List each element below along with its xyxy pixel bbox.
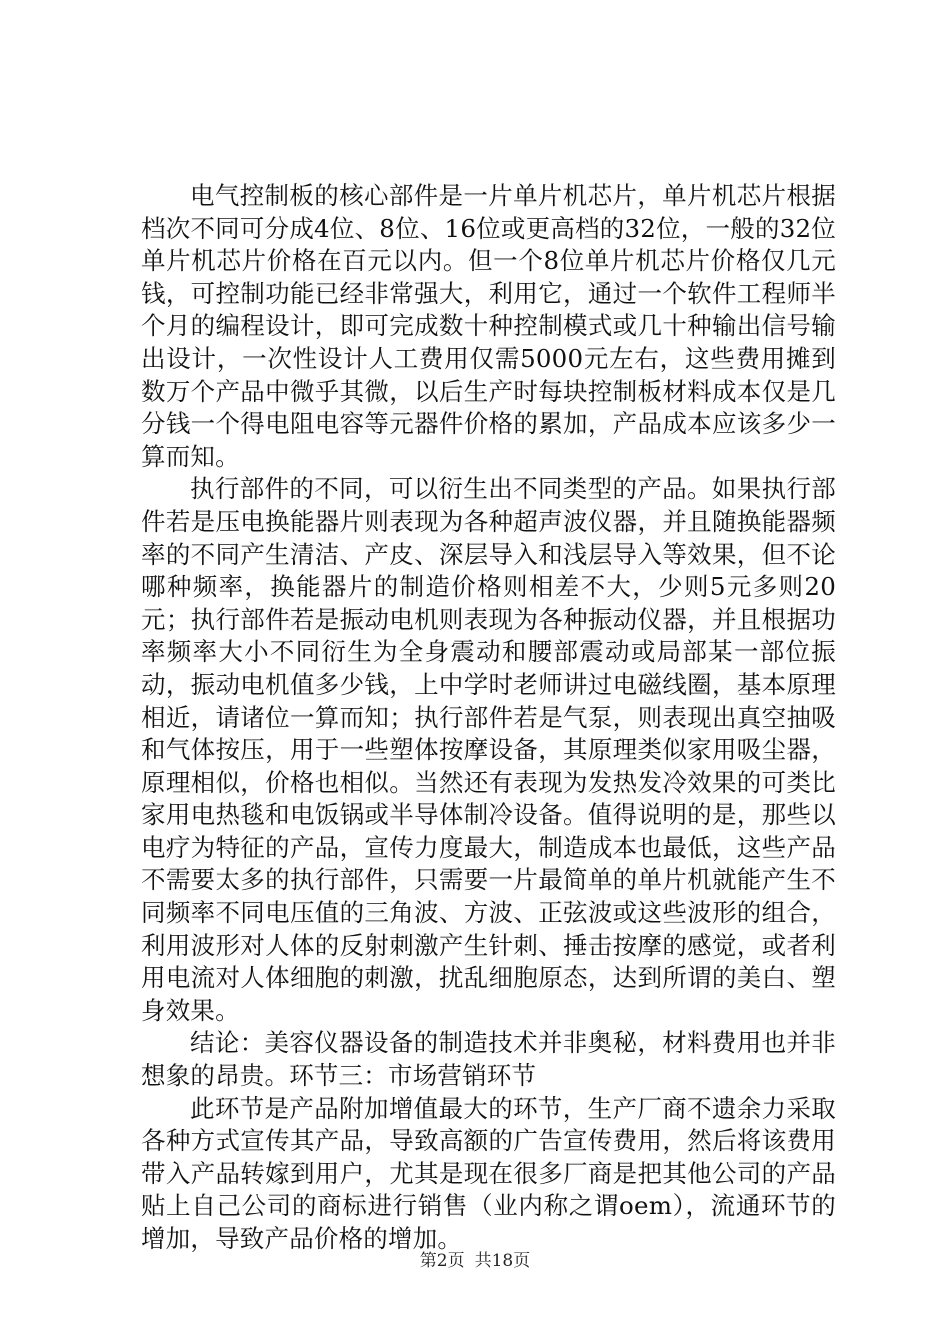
page-footer [0, 1246, 950, 1271]
paragraph-conclusion: 结论：美容仪器设备的制造技术并非奥秘，材料费用也并非想象的昂贵。环节三：市场营销环节 [141, 1028, 836, 1091]
paragraph-marketing: 此环节是产品附加增值最大的环节，生产厂商不遗余力采取各种方式宣传其产品，导致高额的广告宣传费用，然后将该费用带入产品转嫁到用户，尤其是现在很多厂商是把其他公司的产品贴上自己公司的商标进行销售（业内称之谓oem），流通环节的增加，导致产品价格的增加。 [141, 1093, 836, 1253]
paragraph-control-board: 电气控制板的核心部件是一片单片机芯片，单片机芯片根据档次不同可分成4位、8位、16位或更高档的32位，一般的32位单片机芯片价格在百元以内。但一个8位单片机芯片价格仅几元钱，可控制功能已经非常强大，利用它，通过一个软件工程师半个月的编程设计，即可完成数十种控制模式或几十种输出信号输出设计，一次性设计人工费用仅需5000元左右，这些费用摊到数万个产品中微乎其微，以后生产时每块控制板材料成本仅是几分钱一个得电阻电容等元器件价格的累加，产品成本应该多少一算而知。 [141, 181, 836, 471]
paragraph-actuator-parts: 执行部件的不同，可以衍生出不同类型的产品。如果执行部件若是压电换能器片则表现为各种超声波仪器，并且随换能器频率的不同产生清洁、产皮、深层导入和浅层导入等效果，但不论哪种频率，换能器片的制造价格则相差不大，少则5元多则20元；执行部件若是振动电机则表现为各种振动仪器，并且根据功率频率大小不同衍生为全身震动和腰部震动或局部某一部位振动，振动电机值多少钱，上中学时老师讲过电磁线圈，基本原理相近，请诸位一算而知；执行部件若是气泵，则表现出真空抽吸和气体按压，用于一些塑体按摩设备，其原理类似家用吸尘器，原理相似，价格也相似。当然还有表现为发热发冷效果的可类比家用电热毯和电饭锅或半导体制冷设备。值得说明的是，那些以电疗为特征的产品，宣传力度最大，制造成本也最低，这些产品不需要太多的执行部件，只需要一片最简单的单片机就能产生不同频率不同电压值的三角波、方波、正弦波或这些波形的组合，利用波形对人体的反射刺激产生针刺、捶击按摩的感觉，或者利用电流对人体细胞的刺激，扰乱细胞原态，达到所谓的美白、塑身效果。 [141, 474, 836, 1025]
page-total: 共18页 [474, 1251, 531, 1271]
document-body [141, 180, 836, 1256]
page-number: 第2页 [419, 1251, 465, 1271]
